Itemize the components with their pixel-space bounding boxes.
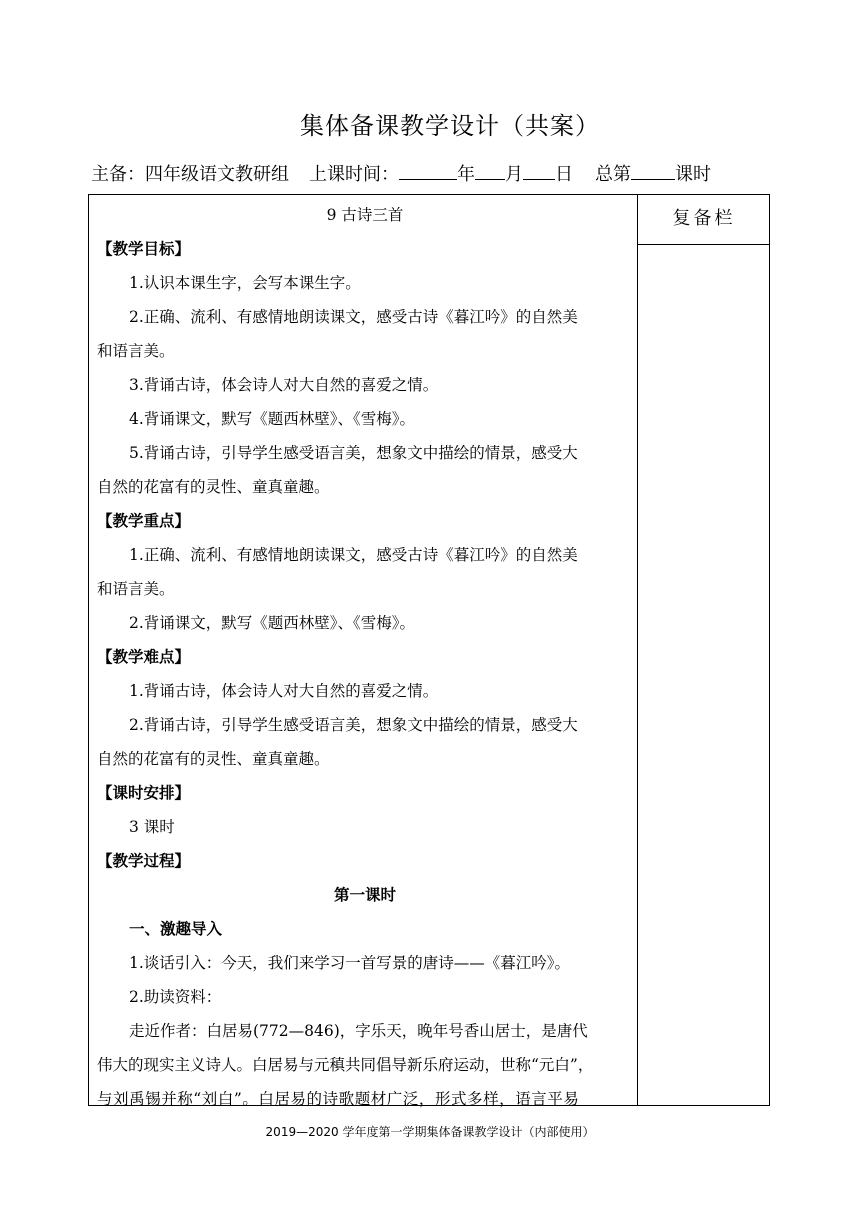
objective-item: 3.背诵古诗，体会诗人对大自然的喜爱之情。	[129, 376, 439, 394]
year-blank	[399, 157, 457, 180]
difficulty-item: 自然的花富有的灵性、童真童趣。	[97, 750, 330, 768]
key-points-heading: 【教学重点】	[97, 512, 191, 530]
key-point-item: 和语言美。	[97, 580, 175, 598]
lesson-title: 9 古诗三首	[326, 206, 404, 224]
month-label: 月	[505, 164, 523, 185]
side-column-header: 复备栏	[672, 208, 736, 229]
process-line: 与刘禹锡并称“刘白”。白居易的诗歌题材广泛，形式多样，语言平易	[97, 1090, 580, 1108]
time-label: 上课时间：	[309, 164, 399, 185]
process-line: 伟大的现实主义诗人。白居易与元稹共同倡导新乐府运动，世称“元白”，	[97, 1056, 594, 1074]
document-title: 集体备课教学设计（共案）	[300, 112, 600, 140]
column-divider	[637, 194, 638, 1106]
schedule-value: 3 课时	[129, 818, 175, 836]
process-heading: 【教学过程】	[97, 852, 191, 870]
objective-item: 5.背诵古诗，引导学生感受语言美，想象文中描绘的情景，感受大	[129, 444, 578, 462]
difficulty-item: 2.背诵古诗，引导学生感受语言美，想象文中描绘的情景，感受大	[129, 716, 578, 734]
objective-item: 1.认识本课生字，会写本课生字。	[129, 274, 361, 292]
lesson-content	[97, 198, 633, 1116]
process-line: 2.助读资料：	[129, 988, 222, 1006]
lead-label: 主备：	[91, 164, 145, 185]
day-blank	[523, 157, 555, 180]
side-header-divider	[637, 244, 770, 245]
key-point-item: 1.正确、流利、有感情地朗读课文，感受古诗《暮江吟》的自然美	[129, 546, 578, 564]
objective-item: 4.背诵课文，默写《题西林壁》、《雪梅》。	[129, 410, 416, 428]
process-line: 1.谈话引入：今天，我们来学习一首写景的唐诗——《暮江吟》。	[129, 954, 571, 972]
year-label: 年	[457, 164, 475, 185]
process-line: 走近作者：白居易(772—846)，字乐天，晚年号香山居士，是唐代	[129, 1022, 588, 1040]
objective-item: 自然的花富有的灵性、童真童趣。	[97, 478, 330, 496]
difficulties-heading: 【教学难点】	[97, 648, 191, 666]
objective-item: 和语言美。	[97, 342, 175, 360]
month-blank	[475, 157, 505, 180]
day-label: 日	[555, 164, 573, 185]
period-blank	[631, 157, 675, 180]
difficulty-item: 1.背诵古诗，体会诗人对大自然的喜爱之情。	[129, 682, 439, 700]
schedule-heading: 【课时安排】	[97, 784, 191, 802]
section-heading: 一、激趣导入	[129, 920, 223, 938]
total-label: 总第	[595, 164, 631, 185]
lead-value: 四年级语文教研组	[145, 164, 289, 185]
objective-item: 2.正确、流利、有感情地朗读课文，感受古诗《暮江吟》的自然美	[129, 308, 578, 326]
info-line	[91, 157, 781, 190]
key-point-item: 2.背诵课文，默写《题西林壁》、《雪梅》。	[129, 614, 416, 632]
page-footer: 2019—2020 学年度第一学期集体备课教学设计（内部使用）	[265, 1125, 595, 1139]
objectives-heading: 【教学目标】	[97, 240, 191, 258]
session-title: 第一课时	[333, 886, 396, 904]
period-label: 课时	[675, 164, 711, 185]
